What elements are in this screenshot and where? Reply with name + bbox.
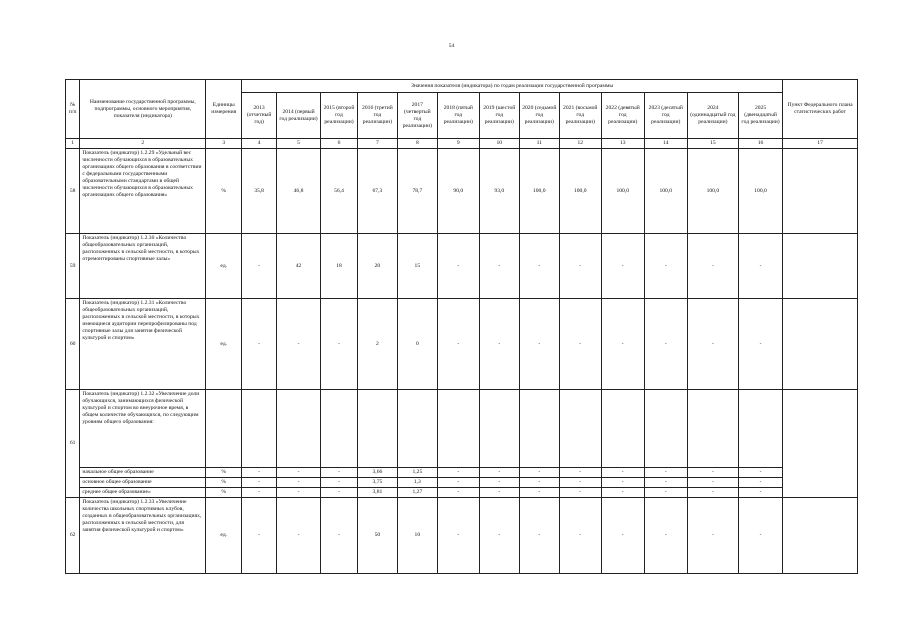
page-number: 54 — [448, 43, 455, 49]
sub-indicator-name: начальное общее образование — [80, 468, 206, 478]
header-values-group: Значения показателя (индикатора) по годам реализации государственной программы — [242, 80, 783, 93]
row-number: 58 — [66, 149, 80, 234]
value-cell: - — [242, 468, 277, 478]
value-cell: - — [277, 478, 321, 488]
column-number: 7 — [357, 139, 397, 149]
unit-cell — [206, 390, 242, 468]
header-year: 2014 (первый год реализации) — [277, 93, 321, 139]
header-name: Наименование государственной программы, подпрограммы, основного мероприятия, показателя (индикатора) — [80, 80, 206, 139]
header-year: 2016 (третий год реализации) — [357, 93, 397, 139]
value-cell: - — [277, 498, 321, 574]
table-row — [66, 234, 858, 299]
header-year: 2020 (седьмой год реализации) — [519, 93, 559, 139]
value-cell: 15 — [397, 234, 437, 299]
value-cell: - — [277, 468, 321, 478]
value-cell: - — [519, 468, 559, 478]
table-row — [66, 390, 858, 468]
value-cell: 100,0 — [738, 149, 782, 234]
value-cell: - — [321, 299, 358, 390]
value-cell: - — [277, 488, 321, 498]
value-cell: - — [519, 488, 559, 498]
value-cell: - — [687, 498, 738, 574]
header-row-top — [66, 80, 858, 93]
column-numbers-row — [66, 139, 858, 149]
indicator-table — [65, 79, 858, 574]
column-number: 8 — [397, 139, 437, 149]
sub-indicator-name: среднее общее образование» — [80, 488, 206, 498]
column-number: 14 — [644, 139, 687, 149]
value-cell: - — [437, 468, 479, 478]
table-row — [66, 299, 858, 390]
value-cell: - — [601, 468, 644, 478]
value-cell: - — [321, 488, 358, 498]
value-cell: 90,0 — [437, 149, 479, 234]
header-year: 2021 (восьмой год реализации) — [559, 93, 601, 139]
value-cell: - — [437, 498, 479, 574]
value-cell: - — [738, 488, 782, 498]
plan-cell — [783, 149, 858, 234]
unit-cell: % — [206, 478, 242, 488]
value-cell: - — [559, 478, 601, 488]
value-cell: 46,8 — [277, 149, 321, 234]
value-cell: 2 — [357, 299, 397, 390]
value-cell: - — [242, 234, 277, 299]
header-rowno: № п/п — [66, 80, 80, 139]
value-cell: - — [519, 478, 559, 488]
value-cell — [277, 390, 321, 468]
value-cell: 100,0 — [601, 149, 644, 234]
value-cell: - — [559, 488, 601, 498]
value-cell: - — [277, 299, 321, 390]
column-number: 15 — [687, 139, 738, 149]
unit-cell: % — [206, 468, 242, 478]
value-cell: - — [601, 498, 644, 574]
value-cell: - — [738, 299, 782, 390]
value-cell: - — [242, 299, 277, 390]
value-cell: - — [601, 478, 644, 488]
column-number: 17 — [783, 139, 858, 149]
value-cell: - — [479, 488, 519, 498]
value-cell: - — [437, 234, 479, 299]
table-subrow — [66, 488, 858, 498]
plan-cell — [783, 498, 858, 574]
value-cell: 20 — [357, 234, 397, 299]
column-number: 6 — [321, 139, 358, 149]
column-number: 13 — [601, 139, 644, 149]
value-cell: - — [321, 498, 358, 574]
column-number: 11 — [519, 139, 559, 149]
value-cell: 100,0 — [644, 149, 687, 234]
value-cell: 56,4 — [321, 149, 358, 234]
indicator-name: Показатель (индикатор) 1.2.32 «Увеличение доли обучающихся, занимающихся физической культурой и спортом во внеурочное время, в общем количестве обучающихся, по следующим уровням общего образования: — [80, 390, 206, 468]
column-number: 9 — [437, 139, 479, 149]
header-federal-plan: Пункт Федерального плана статистических работ — [783, 80, 858, 139]
value-cell: 100,0 — [519, 149, 559, 234]
value-cell: - — [242, 488, 277, 498]
column-number: 3 — [206, 139, 242, 149]
value-cell: 35,8 — [242, 149, 277, 234]
value-cell: - — [559, 498, 601, 574]
plan-cell — [783, 299, 858, 390]
value-cell — [357, 390, 397, 468]
value-cell: 67,3 — [357, 149, 397, 234]
value-cell: - — [601, 488, 644, 498]
value-cell: - — [687, 234, 738, 299]
column-number: 4 — [242, 139, 277, 149]
header-year: 2025 (двенадцатый год реализации) — [738, 93, 782, 139]
value-cell: 0 — [397, 299, 437, 390]
value-cell: - — [644, 299, 687, 390]
header-year: 2013 (отчетный год) — [242, 93, 277, 139]
value-cell — [738, 390, 782, 468]
value-cell: - — [437, 478, 479, 488]
value-cell: 3,75 — [357, 478, 397, 488]
value-cell: 100,0 — [687, 149, 738, 234]
column-number: 16 — [738, 139, 782, 149]
value-cell: 18 — [321, 234, 358, 299]
value-cell: - — [559, 234, 601, 299]
value-cell: - — [644, 468, 687, 478]
row-number: 60 — [66, 299, 80, 390]
value-cell — [601, 390, 644, 468]
table-row — [66, 149, 858, 234]
column-number: 10 — [479, 139, 519, 149]
value-cell: 3,81 — [357, 488, 397, 498]
value-cell — [242, 390, 277, 468]
value-cell — [397, 390, 437, 468]
value-cell: - — [479, 234, 519, 299]
value-cell: - — [738, 234, 782, 299]
column-number: 1 — [66, 139, 80, 149]
value-cell: - — [242, 478, 277, 488]
value-cell — [559, 390, 601, 468]
value-cell: - — [644, 488, 687, 498]
value-cell: - — [479, 498, 519, 574]
row-number: 61 — [66, 390, 80, 498]
value-cell: - — [738, 468, 782, 478]
header-unit: Единицы измерения — [206, 80, 242, 139]
value-cell: 1,25 — [397, 468, 437, 478]
table-row — [66, 498, 858, 574]
plan-cell — [783, 234, 858, 299]
value-cell: 100,0 — [559, 149, 601, 234]
header-year: 2017 (четвертый год реализации) — [397, 93, 437, 139]
value-cell: - — [687, 468, 738, 478]
value-cell: 78,7 — [397, 149, 437, 234]
header-year: 2024 (одиннадцатый год реализации) — [687, 93, 738, 139]
indicator-name: Показатель (индикатор) 1.2.33 «Увеличение количества школьных спортивных клубов, созданных в общеобразовательных организациях, расположенных в сельской местности, для занятия физической культурой и спортом» — [80, 498, 206, 574]
value-cell — [687, 390, 738, 468]
value-cell: 1,3 — [397, 478, 437, 488]
value-cell: 42 — [277, 234, 321, 299]
header-year: 2019 (шестой год реализации) — [479, 93, 519, 139]
indicator-name: Показатель (индикатор) 1.2.31 «Количество общеобразовательных организаций, расположенных в сельской местности, в которых имеющиеся аудитории перепрофилированы под спортивные залы для занятия физической культурой и спортом» — [80, 299, 206, 390]
header-year: 2018 (пятый год реализации) — [437, 93, 479, 139]
value-cell: - — [519, 299, 559, 390]
unit-cell: % — [206, 488, 242, 498]
value-cell: - — [687, 299, 738, 390]
value-cell: 50 — [357, 498, 397, 574]
table-subrow — [66, 478, 858, 488]
value-cell — [321, 390, 358, 468]
value-cell: 3,66 — [357, 468, 397, 478]
value-cell: - — [437, 299, 479, 390]
value-cell: - — [559, 299, 601, 390]
value-cell: - — [601, 299, 644, 390]
column-number: 12 — [559, 139, 601, 149]
unit-cell: % — [206, 149, 242, 234]
table-subrow — [66, 468, 858, 478]
header-year: 2023 (десятый год реализации) — [644, 93, 687, 139]
value-cell: 93,0 — [479, 149, 519, 234]
value-cell: 1,27 — [397, 488, 437, 498]
value-cell: - — [738, 498, 782, 574]
plan-cell — [783, 390, 858, 498]
value-cell: - — [321, 468, 358, 478]
value-cell — [644, 390, 687, 468]
unit-cell: ед. — [206, 234, 242, 299]
value-cell — [479, 390, 519, 468]
sub-indicator-name: основное общее образование — [80, 478, 206, 488]
indicator-name: Показатель (индикатор) 1.2.30 «Количество общеобразовательных организаций, расположенных в сельской местности, в которых отремонтированы спортивные залы» — [80, 234, 206, 299]
value-cell: - — [601, 234, 644, 299]
value-cell: - — [479, 478, 519, 488]
value-cell: - — [437, 488, 479, 498]
value-cell: - — [559, 468, 601, 478]
value-cell: - — [519, 234, 559, 299]
indicator-name: Показатель (индикатор) 1.2.29 «Удельный вес численности обучающихся в образовательных организациях общего образования в соответствии с федеральными государственными образовательными стандартами в общей численности обучающихся в образовательных организациях общего образования» — [80, 149, 206, 234]
column-number: 5 — [277, 139, 321, 149]
column-number: 2 — [80, 139, 206, 149]
value-cell: - — [242, 498, 277, 574]
value-cell — [437, 390, 479, 468]
header-year: 2022 (девятый год реализации) — [601, 93, 644, 139]
value-cell: - — [687, 478, 738, 488]
unit-cell: ед. — [206, 498, 242, 574]
value-cell: - — [687, 488, 738, 498]
value-cell: 10 — [397, 498, 437, 574]
value-cell: - — [321, 478, 358, 488]
unit-cell: ед. — [206, 299, 242, 390]
row-number: 59 — [66, 234, 80, 299]
value-cell: - — [479, 299, 519, 390]
header-year: 2015 (второй год реализации) — [321, 93, 358, 139]
value-cell: - — [644, 498, 687, 574]
value-cell — [519, 390, 559, 468]
value-cell: - — [519, 498, 559, 574]
value-cell: - — [738, 478, 782, 488]
value-cell: - — [479, 468, 519, 478]
value-cell: - — [644, 478, 687, 488]
row-number: 62 — [66, 498, 80, 574]
value-cell: - — [644, 234, 687, 299]
